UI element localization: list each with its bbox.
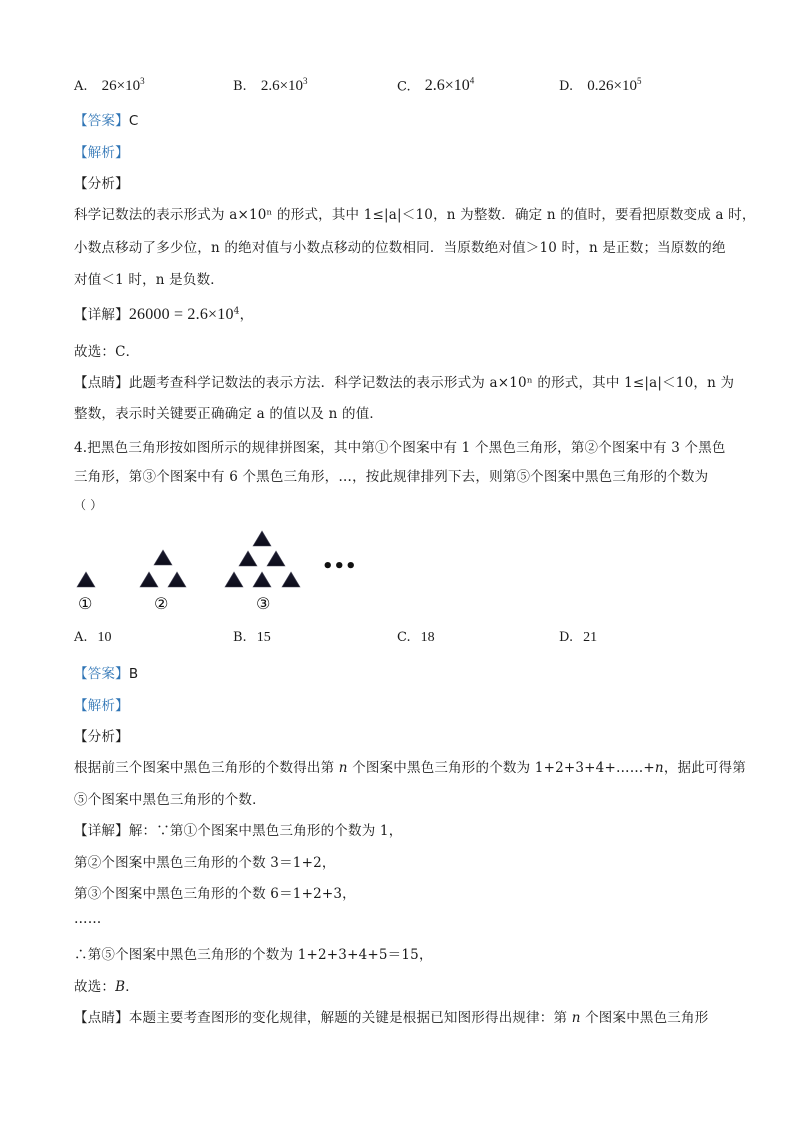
- triangle-pattern-figure: [60, 525, 360, 620]
- xiangjie-exponent: 4: [233, 306, 240, 317]
- q3-choice: 故选：C．: [74, 344, 140, 360]
- black-triangle: [168, 572, 186, 587]
- figure-label-2: ②: [154, 594, 169, 613]
- answer-value: B: [128, 666, 139, 682]
- q4-xiangjie-line-2: 第②个图案中黑色三角形的个数 3＝1+2，: [74, 855, 336, 871]
- text-span: 故选：: [74, 979, 116, 995]
- option-letter: B.: [233, 630, 247, 645]
- option-mantissa: 26: [101, 78, 117, 94]
- black-triangle: [140, 572, 158, 587]
- option-value: 10: [97, 630, 112, 645]
- option-exponent: 4: [469, 76, 475, 86]
- black-triangle: [253, 572, 271, 587]
- figure-label-1: ①: [78, 594, 93, 613]
- dianjing-tag: 【点睛】: [74, 1010, 129, 1026]
- text-span: 解：∵第①个图案中黑色三角形的个数为 1，: [128, 823, 403, 839]
- option-letter: A.: [74, 630, 88, 645]
- black-triangle: [267, 551, 285, 566]
- q3-fenxi-tag: 【分析】: [74, 176, 129, 192]
- text-span: 根据前三个图案中黑色三角形的个数得出第: [74, 760, 339, 776]
- text-span: 个图案中黑色三角形: [580, 1010, 709, 1026]
- q4-dianjing: [74, 1006, 708, 1026]
- option-value: 21: [583, 630, 598, 645]
- text-span: 本题主要考查图形的变化规律，解题的关键是根据已知图形得出规律：第: [128, 1010, 572, 1026]
- q4-xiangjie-line-5: ∴第⑤个图案中黑色三角形的个数为 1+2+3+4+5＝15，: [74, 947, 433, 963]
- xiangjie-tag: 【详解】: [74, 823, 129, 839]
- option-exponent: 3: [303, 76, 308, 86]
- q4-answer: [74, 662, 138, 682]
- q3-dianjing: [74, 371, 734, 391]
- q4-xiangjie-line-3: 第③个图案中黑色三角形的个数 6＝1+2+3，: [74, 886, 356, 902]
- q4-choice: [74, 975, 139, 995]
- xiangjie-tail: ，: [239, 307, 254, 323]
- option-value: 15: [256, 630, 271, 645]
- option-exponent: 3: [140, 76, 145, 86]
- var-n: n: [571, 1010, 581, 1026]
- choice-letter: B: [115, 979, 126, 995]
- q4-option-d: [559, 630, 597, 646]
- black-triangle: [154, 550, 172, 565]
- text-span: 个图案中黑色三角形的个数为 1+2+3+4+……+: [347, 760, 655, 776]
- black-triangle: [253, 531, 271, 546]
- q3-option-a: A. $26\times 10^3$: [74, 76, 145, 94]
- option-letter: D.: [559, 630, 574, 645]
- q3-answer: [74, 109, 138, 129]
- q4-option-b: [233, 630, 271, 646]
- q4-analysis-tag: 【解析】: [74, 698, 129, 714]
- q4-fenxi-tag: 【分析】: [74, 729, 129, 745]
- q3-fenxi-line-2: 小数点移动了多少位，n 的绝对值与小数点移动的位数相同．当原数绝对值＞10 时，n 是正数；当原数的绝: [74, 240, 726, 256]
- q3-dianjing-line-2: 整数，表示时关键要正确确定 a 的值以及 n 的值．: [74, 406, 384, 422]
- q3-analysis-tag: 【解析】: [74, 145, 129, 161]
- option-exponent: 5: [636, 76, 642, 86]
- q4-stem-line-1: 4.把黑色三角形按如图所示的规律拼图案，其中第①个图案中有 1 个黑色三角形，第②个图案中有 3 个黑色: [74, 440, 726, 456]
- option-letter: C.: [397, 630, 411, 645]
- black-triangle: [77, 572, 95, 587]
- xiangjie-expression: 26000 = 2.6×10: [128, 306, 234, 323]
- option-letter: C.: [397, 79, 411, 95]
- xiangjie-tag: 【详解】: [74, 307, 129, 323]
- dianjing-line-1: 此题考查科学记数法的表示方法．科学记数法的表示形式为 a×10ⁿ 的形式，其中 1≤|a|＜10，n 为: [128, 375, 735, 391]
- answer-tag: 【答案】: [74, 113, 129, 129]
- q4-stem-line-2: 三角形，第③个图案中有 6 个黑色三角形，…，按此规律排列下去，则第⑤个图案中黑色三角形的个数为: [74, 469, 709, 485]
- q4-fenxi-line-2: ⑤个图案中黑色三角形的个数．: [74, 792, 266, 808]
- q4-option-a: [74, 630, 112, 646]
- black-triangle: [225, 572, 243, 587]
- q3-option-b: B. $2.6\times 10^3$: [233, 76, 308, 94]
- text-span: ，据此可得第: [663, 760, 747, 776]
- text-span: ．: [125, 979, 139, 995]
- q3-option-d: D. $0.26\times 10^5$: [559, 76, 642, 94]
- q3-fenxi-line-1: 科学记数法的表示形式为 a×10ⁿ 的形式，其中 1≤|a|＜10，n 为整数．确定 n 的值时，要看把原数变成 a 时，: [74, 207, 756, 223]
- q4-xiangjie-line-1: [74, 819, 402, 839]
- q4-stem-line-3: （ ）: [74, 498, 103, 512]
- q3-option-c: C. $2.6\times 10^4$: [397, 76, 475, 95]
- answer-tag: 【答案】: [74, 666, 129, 682]
- option-letter: B.: [233, 79, 247, 94]
- option-value: 18: [420, 630, 435, 645]
- black-triangle: [282, 572, 300, 587]
- option-mantissa: 0.26: [587, 78, 614, 94]
- answer-value: C: [128, 113, 139, 129]
- var-n: n: [338, 760, 348, 776]
- var-n: n: [654, 760, 664, 776]
- option-mantissa: 2.6: [260, 78, 280, 94]
- dianjing-tag: 【点睛】: [74, 375, 129, 391]
- q4-fenxi-line-1: [74, 756, 746, 776]
- black-triangle: [239, 551, 257, 566]
- option-letter: A.: [74, 79, 88, 94]
- q3-xiangjie: [74, 303, 253, 324]
- figure-label-3: ③: [256, 594, 271, 613]
- q4-option-c: [397, 630, 435, 646]
- q4-xiangjie-line-4: ……: [74, 911, 102, 927]
- option-mantissa: 2.6: [424, 77, 445, 95]
- option-letter: D.: [559, 79, 574, 94]
- q3-fenxi-line-3: 对值＜1 时，n 是负数．: [74, 272, 224, 288]
- figure-ellipsis: •••: [322, 556, 357, 577]
